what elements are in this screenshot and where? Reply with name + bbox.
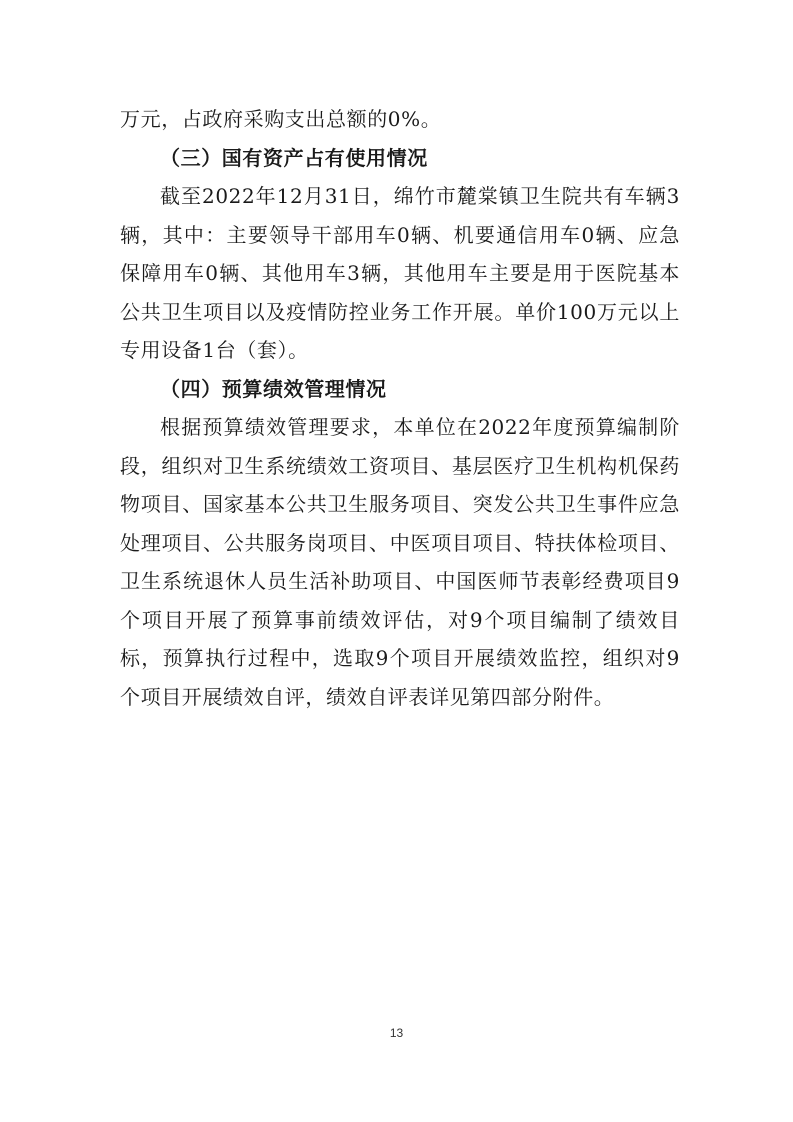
section-heading-assets: （三）国有资产占有使用情况 [160,145,428,170]
document-body [120,100,680,716]
paragraph-assets: 截至2022年12月31日，绵竹市麓棠镇卫生院共有车辆3辆，其中：主要领导干部用车0辆、机要通信用车0辆、应急保障用车0辆、其他用车3辆，其他用车主要是用于医院基本公共卫生项目以及疫情防控业务工作开展。单价100万元以上专用设备1台（套）。 [120,184,680,362]
paragraph-continuation: 万元，占政府采购支出总额的0%。 [120,107,442,131]
page-number: 13 [389,1026,404,1040]
section-heading-performance: （四）预算绩效管理情况 [160,376,387,401]
paragraph-performance: 根据预算绩效管理要求，本单位在2022年度预算编制阶段，组织对卫生系统绩效工资项目、基层医疗卫生机构机保药物项目、国家基本公共卫生服务项目、突发公共卫生事件应急处理项目、公共服务岗项目、中医项目项目、特扶体检项目、卫生系统退休人员生活补助项目、中国医师节表彰经费项目9个项目开展了预算事前绩效评估，对9个项目编制了绩效目标，预算执行过程中，选取9个项目开展绩效监控，组织对9个项目开展绩效自评，绩效自评表详见第四部分附件。 [120,415,680,709]
